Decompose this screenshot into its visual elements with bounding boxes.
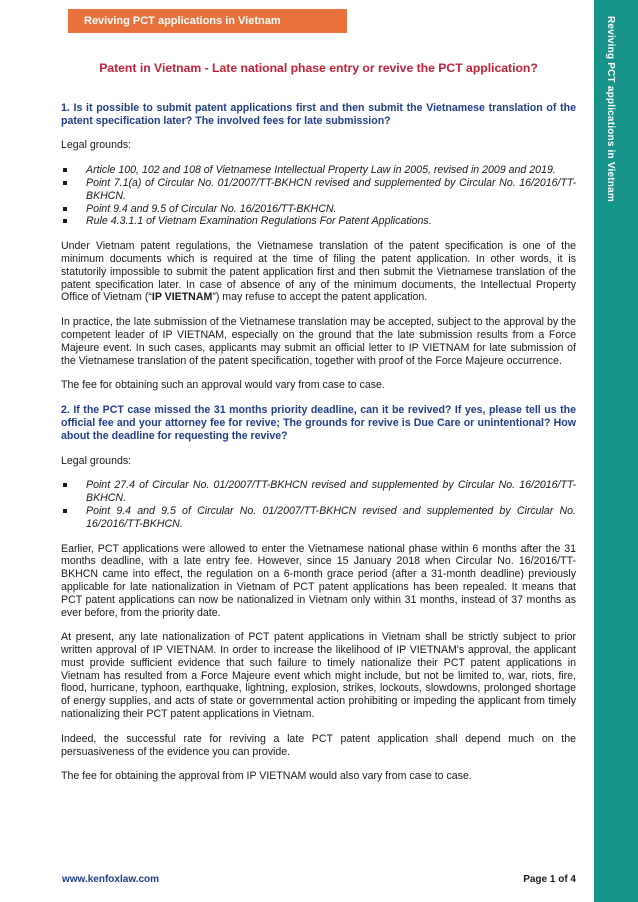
bullet-icon	[63, 509, 67, 513]
side-strip-text: Reviving PCT applications in Vietnam	[605, 16, 616, 202]
paragraph: Earlier, PCT applications were allowed to enter the Vietnamese national phase within 6 months after the 31 months deadline, with a late entry fee. However, since 15 January 2018 when Circular No. 16/2016/TT-BKHCN came into effect, the regulation on a 6-month grace period (after a 31-month deadline) previously applicable for late nationalization in Vietnam of PCT patent applications has been repealed. It means that PCT patent applications can now be nationalized in Vietnam only within 31 months, instead of 37 months as ever before, from the priority date.	[61, 542, 576, 619]
document-body	[61, 57, 576, 795]
paragraph: The fee for obtaining the approval from IP VIETNAM would also vary from case to case.	[61, 770, 472, 783]
question-2: 2. If the PCT case missed the 31 months priority deadline, can it be revived? If yes, please tell us the official fee and your attorney fee for revive; The grounds for revive is Due Care or unintentional? How about the deadline for requesting the revive?	[61, 404, 576, 442]
legal-item: Point 27.4 of Circular No. 01/2007/TT-BKHCN revised and supplemented by Circular No. 16/2016/TT-BKHCN.	[61, 479, 576, 505]
bullet-icon	[63, 168, 67, 172]
question-1: 1. Is it possible to submit patent applications first and then submit the Vietnamese translation of the patent specification later? The involved fees for late submission?	[61, 101, 576, 127]
bullet-icon	[63, 483, 67, 487]
legal-item: Point 9.4 and 9.5 of Circular No. 16/2016/TT-BKHCN.	[61, 203, 576, 216]
paragraph: The fee for obtaining such an approval would vary from case to case.	[61, 379, 385, 392]
bullet-icon	[63, 219, 67, 223]
legal-grounds-label-1: Legal grounds:	[61, 139, 132, 152]
legal-item: Point 7.1(a) of Circular No. 01/2007/TT-BKHCN revised and supplemented by Circular No. 16/2016/TT-BKHCN.	[61, 177, 576, 203]
bullet-icon	[63, 207, 67, 211]
legal-grounds-list-1	[61, 164, 576, 228]
legal-item: Point 9.4 and 9.5 of Circular No. 01/2007/TT-BKHCN revised and supplemented by Circular No. 16/2016/TT-BKHCN.	[61, 505, 576, 531]
header-banner: Reviving PCT applications in Vietnam	[68, 9, 347, 33]
side-strip	[594, 0, 638, 902]
paragraph: Under Vietnam patent regulations, the Vietnamese translation of the patent specification is one of the minimum documents which is required at the time of filing the patent application. In other words, it is statutorily impossible to submit the patent application first and then submit the Vietnamese translation of the patent specification later. In case of absence of any of the minimum documents, the Intellectual Property Office of Vietnam (“IP VIETNAM”) may refuse to accept the patent application.	[61, 240, 576, 304]
ip-vietnam-abbrev: IP VIETNAM	[151, 291, 213, 304]
footer-website-link[interactable]: www.kenfoxlaw.com	[62, 874, 160, 885]
paragraph: In practice, the late submission of the Vietnamese translation may be accepted, subject to the approval by the competent leader of IP VIETNAM, especially on the ground that the late submission results from a Force Majeure event. In such cases, applicants may submit an official letter to IP VIETNAM for late submission of the Vietnamese translation of the patent specification, together with proof of the Force Majeure occurrence.	[61, 316, 576, 367]
legal-grounds-list-2	[61, 479, 576, 530]
page-number: Page 1 of 4	[523, 874, 576, 885]
paragraph: At present, any late nationalization of PCT patent applications in Vietnam shall be strictly subject to prior written approval of IP VIETNAM. In order to increase the likelihood of IP VIETNAM's approval, the applicant must provide sufficient evidence that such failure to timely nationalize their PCT patent applications in Vietnam has resulted from a Force Majeure event which might include, but not be limited to, war, riots, fire, flood, hurricane, typhoon, earthquake, lightning, explosion, strikes, lockouts, slowdowns, prolonged shortage of energy supplies, and acts of state or governmental action prohibiting or impeding the applicant from timely nationalizing their PCT patent applications in Vietnam.	[61, 631, 576, 721]
legal-item: Rule 4.3.1.1 of Vietnam Examination Regulations For Patent Applications.	[61, 215, 576, 228]
legal-item: Article 100, 102 and 108 of Vietnamese Intellectual Property Law in 2005, revised in 2009 and 2019.	[61, 164, 576, 177]
paragraph: Indeed, the successful rate for reviving a late PCT patent application shall depend much on the persuasiveness of the evidence you can provide.	[61, 732, 576, 758]
bullet-icon	[63, 181, 67, 185]
document-title: Patent in Vietnam - Late national phase entry or revive the PCT application?	[99, 61, 538, 75]
legal-grounds-label-2: Legal grounds:	[61, 454, 132, 467]
